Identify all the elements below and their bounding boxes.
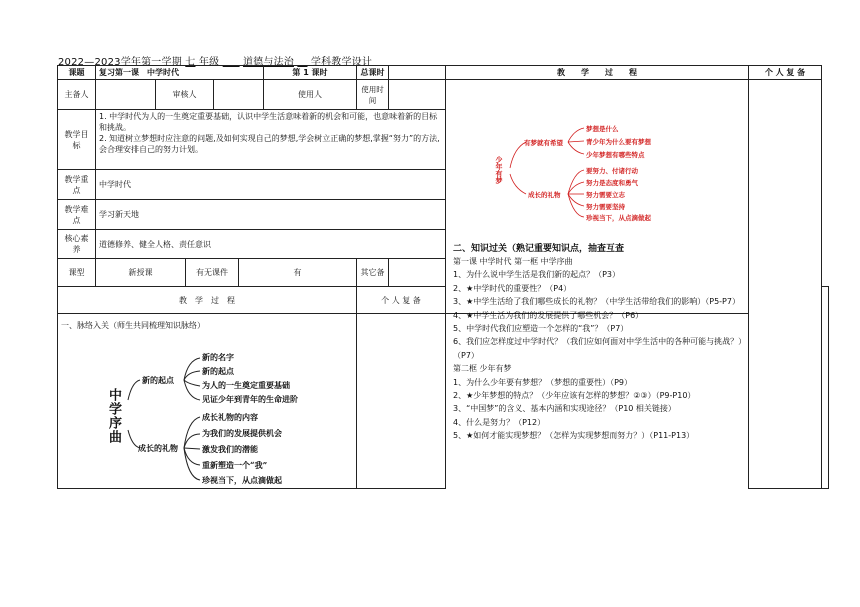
question-item: 4、什么是努力？（P12） (453, 417, 546, 427)
question-item: 6、我们应怎样度过中学时代？（我们应如何面对中学生活中的各种可能与挑战？）（P7） (453, 337, 743, 360)
courseware-value: 有 (239, 259, 357, 287)
preparer-value (96, 80, 156, 110)
user-label: 使用人 (264, 80, 357, 110)
section-1-title: 一、脉络入关（师生共同梳理知识脉络） (61, 321, 205, 330)
header-subject: 道德与法治 (242, 57, 294, 68)
mindmap-red-item: 少年梦想有哪些特点 (586, 151, 645, 159)
question-item: 2、★中学时代的重要性？（P4） (453, 283, 572, 293)
mindmap-red-item: 青少年为什么要有梦想 (586, 138, 651, 146)
use-time-label: 使用时间 (357, 80, 389, 110)
difficulty-value: 学习新天地 (96, 200, 446, 230)
question-list (453, 255, 745, 443)
knowledge-section (447, 78, 747, 490)
mindmap-black-item: 成长礼物的内容 (202, 412, 258, 422)
type-value: 新授课 (96, 259, 186, 287)
lesson-number: 第 1 课时 (264, 66, 357, 80)
mindmap-black-item: 见证少年到青年的生命进阶 (202, 394, 298, 404)
other-label: 其它备 (357, 259, 389, 287)
question-item: 3、“中国梦”的含义、基本内涵和实现途径？（P10 相关链接） (453, 404, 676, 414)
goal-1: 1. 中学时代为人的一生奠定重要基础，认识中学生活意味着新的机会和可能，也意味着新的目标和挑战。 (99, 112, 438, 132)
topic-label: 课题 (58, 66, 96, 80)
total-hours-label: 总课时 (357, 66, 389, 80)
total-hours-value (389, 66, 446, 80)
question-item: 第一课 中学时代 第一框 中学序曲 (453, 257, 573, 266)
mindmap-red-branch-2: 成长的礼物 (528, 191, 561, 199)
right-process-label: 教 学 过 程 (446, 66, 749, 80)
header-grade: 七 (185, 57, 196, 68)
left-review-cell (357, 314, 446, 489)
mindmap-zhongxue-xuqu (100, 350, 340, 495)
mindmap-red-item: 要努力、付诸行动 (586, 167, 638, 175)
section-2-title: 二、知识过关（熟记重要知识点，抽查互查 (453, 244, 625, 254)
mindmap-black-branch-1: 新的起点 (142, 375, 174, 385)
mindmap-black-item: 珍视当下，从点滴做起 (202, 475, 282, 485)
literacy-value: 道德修养、健全人格、责任意识 (96, 230, 446, 259)
type-label: 课型 (58, 259, 96, 287)
mindmap-black-root: 中学序曲 (106, 388, 121, 444)
mindmap-black-item: 重新塑造一个“我” (202, 460, 268, 470)
right-review-label: 个 人 复 备 (749, 66, 822, 80)
header-suffix: 学科教学设计 (310, 57, 373, 68)
question-item: 4、★中学生活为我们的发展提供了哪些机会？（P6） (453, 310, 644, 320)
mindmap-red-item: 努力是态度和勇气 (586, 179, 638, 187)
difficulty-label: 教学难点 (58, 200, 96, 230)
mindmap-black-item: 为人的一生奠定重要基础 (202, 380, 290, 390)
mindmap-red-root: 少年有梦 (495, 156, 503, 184)
mindmap-red-item: 努力需要立志 (586, 191, 625, 199)
question-item: 3、★中学生活给了我们哪些成长的礼物？（中学生活带给我们的影响）（P5-P7） (453, 297, 740, 307)
mindmap-black-item: 为我们的发展提供机会 (202, 428, 282, 438)
question-item: 5、中学时代我们应塑造一个怎样的“我”？（P7） (453, 324, 629, 334)
key-label: 教学重点 (58, 170, 96, 200)
key-value: 中学时代 (96, 170, 446, 200)
mindmap-red-item: 努力需要坚持 (586, 203, 625, 211)
mindmap-black-branch-2: 成长的礼物 (138, 443, 178, 453)
goal-2: 2. 知道树立梦想时应注意的问题,及如何实现自己的梦想,学会树立正确的梦想,掌握“努力”的方法,会合理安排自己的努力计划。 (99, 134, 440, 154)
goals-cell (96, 110, 446, 170)
question-item: 2、★少年梦想的特点？（少年应该有怎样的梦想？②③）（P9-P10） (453, 391, 696, 401)
header-year-term: 2022—2023学年第一学期 (58, 57, 182, 68)
mindmap-red-branch-1: 有梦就有希望 (524, 139, 563, 147)
topic-value: 复习第一课 中学时代 (96, 66, 264, 80)
right-knowledge-cell (822, 287, 829, 489)
question-item: 第二框 少年有梦 (453, 364, 512, 374)
mindmap-black-item: 新的名字 (202, 352, 234, 362)
header-grade-suffix: 年级 (198, 57, 220, 68)
question-item: 5、★如何才能实现梦想？（怎样为实现梦想而努力？）（P11-P13） (453, 431, 695, 441)
left-process-label: 教 学 过 程 (58, 287, 357, 314)
use-time-value (389, 80, 446, 110)
question-item: 1、为什么说中学生活是我们新的起点？（P3） (453, 270, 621, 280)
courseware-label: 有无课件 (186, 259, 239, 287)
mindmap-red-item: 梦想是什么 (586, 125, 619, 133)
literacy-label: 核心素养 (58, 230, 96, 259)
mindmap-red-item: 珍视当下，从点滴做起 (586, 214, 651, 222)
other-value (389, 259, 446, 287)
right-review-cell (749, 80, 822, 489)
reviewer-value (214, 80, 264, 110)
mindmap-black-item: 激发我们的潜能 (202, 444, 258, 454)
mindmap-black-item: 新的起点 (202, 366, 234, 376)
left-review-label: 个 人 复 备 (357, 287, 446, 314)
question-item: 1、为什么少年要有梦想？（梦想的重要性）（P9） (453, 377, 633, 387)
preparer-label: 主备人 (58, 80, 96, 110)
goals-label: 教学目标 (58, 110, 96, 170)
reviewer-label: 审核人 (156, 80, 214, 110)
